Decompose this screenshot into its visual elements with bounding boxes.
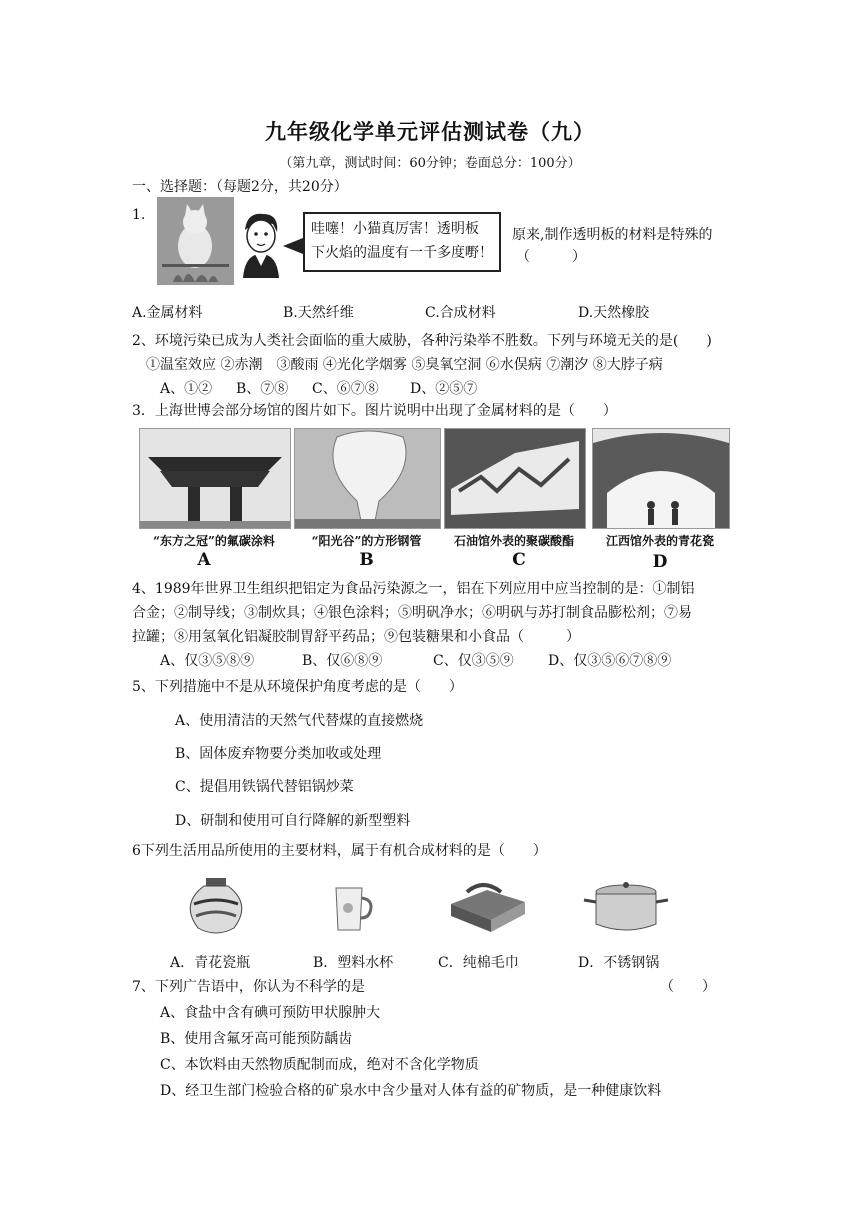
- q2-option-a: A、①②: [160, 381, 213, 397]
- bubble-line-1: 哇噻！小猫真厉害！透明板: [311, 221, 479, 237]
- q3-caption-c: 石油馆外表的聚碳酸酯: [453, 534, 574, 548]
- q2-text: 2、环境污染已成为人类社会面临的重大威胁，各种污染举不胜数。下列与环境无关的是( ): [132, 333, 712, 349]
- q2-option-c: C、⑥⑦⑧: [312, 381, 379, 397]
- expo-pavilion-photo-b: [294, 428, 441, 529]
- cat-on-flame-photo: [157, 197, 234, 285]
- expo-pavilion-photo-d: [592, 428, 730, 529]
- expo-pavilion-photo-a: [139, 428, 291, 529]
- section-heading: 一、选择题：（每题2分，共20分）: [132, 179, 348, 195]
- q3-letter-a: A: [197, 550, 211, 570]
- q6-option-b: B．塑料水杯: [313, 955, 394, 971]
- q4-option-c: C、仅③⑤⑨: [433, 653, 514, 669]
- q4-line-1: 4、1989年世界卫生组织把铝定为食品污染源之一，铝在下列应用中应当控制的是：①制铝: [132, 581, 695, 597]
- page-title: 九年级化学单元评估测试卷（九）: [265, 119, 595, 144]
- q3-caption-b: “阳光谷”的方形钢管: [311, 534, 422, 548]
- q4-line-2: 合金；②制导线；③制炊具；④银色涂料；⑤明矾净水；⑥明矾与苏打制食品膨松剂；⑦易: [132, 605, 692, 621]
- q6-option-c: C．纯棉毛巾: [438, 955, 519, 971]
- q7-option-c: C、本饮料由天然物质配制而成，绝对不含化学物质: [160, 1057, 479, 1073]
- expo-pavilion-photo-c: [444, 428, 586, 529]
- q2-items: ①温室效应 ②赤潮 ③酸雨 ④光化学烟雾 ⑤臭氧空洞 ⑥水俣病 ⑦潮汐 ⑧大脖子病: [146, 357, 663, 373]
- q2-option-b: B、⑦⑧: [236, 381, 289, 397]
- q3-letter-d: D: [652, 552, 668, 572]
- cartoon-boy-icon: [237, 208, 285, 278]
- q5-option-d: D、研制和使用可自行降解的新型塑料: [175, 813, 411, 829]
- page-subtitle: （第九章，测试时间：60分钟；卷面总分：100分）: [279, 156, 581, 171]
- q3-text: 3．上海世博会部分场馆的图片如下。图片说明中出现了金属材料的是（ ）: [132, 403, 617, 419]
- q6-option-d: D．不锈钢锅: [578, 955, 660, 971]
- q6-option-a: A．青花瓷瓶: [170, 955, 251, 971]
- q5-option-a: A、使用清洁的天然气代替煤的直接燃烧: [175, 713, 424, 729]
- q1-text: 原来,制作透明板的材料是特殊的: [512, 227, 713, 243]
- q6-text: 6下列生活用品所使用的主要材料，属于有机合成材料的是（ ）: [132, 843, 547, 859]
- blue-white-porcelain-vase-image: [184, 876, 248, 936]
- q4-option-b: B、仅⑥⑧⑨: [302, 653, 383, 669]
- q7-answer-paren: （ ）: [660, 979, 716, 995]
- q1-option-a: A.金属材料: [132, 305, 203, 321]
- q1-option-d: D.天然橡胶: [578, 305, 650, 321]
- plastic-cup-image: [330, 884, 375, 934]
- q1-number: 1.: [132, 207, 146, 223]
- q1-answer-paren: （ ）: [516, 249, 586, 265]
- q7-text: 7、下列广告语中，你认为不科学的是: [132, 979, 365, 995]
- q3-caption-a: “东方之冠”的氟碳涂料: [153, 534, 275, 548]
- q1-option-c: C.合成材料: [425, 305, 496, 321]
- q3-letter-c: C: [512, 550, 526, 570]
- q2-option-d: D、②⑤⑦: [410, 381, 478, 397]
- q3-caption-d: 江西馆外表的青花瓷: [605, 534, 714, 548]
- q3-letter-b: B: [359, 550, 374, 570]
- q7-option-a: A、食盐中含有碘可预防甲状腺肿大: [160, 1005, 381, 1021]
- q7-option-d: D、经卫生部门检验合格的矿泉水中含少量对人体有益的矿物质，是一种健康饮料: [160, 1083, 662, 1099]
- bubble-line-2: 下火焰的温度有一千多度嘢！: [311, 245, 493, 261]
- q5-option-c: C、提倡用铁锅代替铝锅炒菜: [175, 779, 354, 795]
- q5-option-b: B、固体废弃物要分类加收或处理: [175, 746, 382, 762]
- q5-text: 5、下列措施中不是从环境保护角度考虑的是（ ）: [132, 679, 463, 695]
- speech-bubble: [303, 212, 501, 272]
- q4-option-a: A、仅③⑤⑧⑨: [160, 653, 255, 669]
- q7-option-b: B、使用含氟牙高可能预防龋齿: [160, 1031, 353, 1047]
- cotton-towel-image: [447, 876, 529, 936]
- speech-bubble-tail: [283, 238, 303, 254]
- q4-option-d: D、仅③⑤⑥⑦⑧⑨: [548, 653, 672, 669]
- q1-option-b: B.天然纤维: [283, 305, 354, 321]
- q4-line-3: 拉罐；⑧用氢氧化铝凝胶制胃舒平药品；⑨包装糖果和小食品（ ）: [132, 629, 580, 645]
- stainless-steel-pot-image: [580, 880, 672, 936]
